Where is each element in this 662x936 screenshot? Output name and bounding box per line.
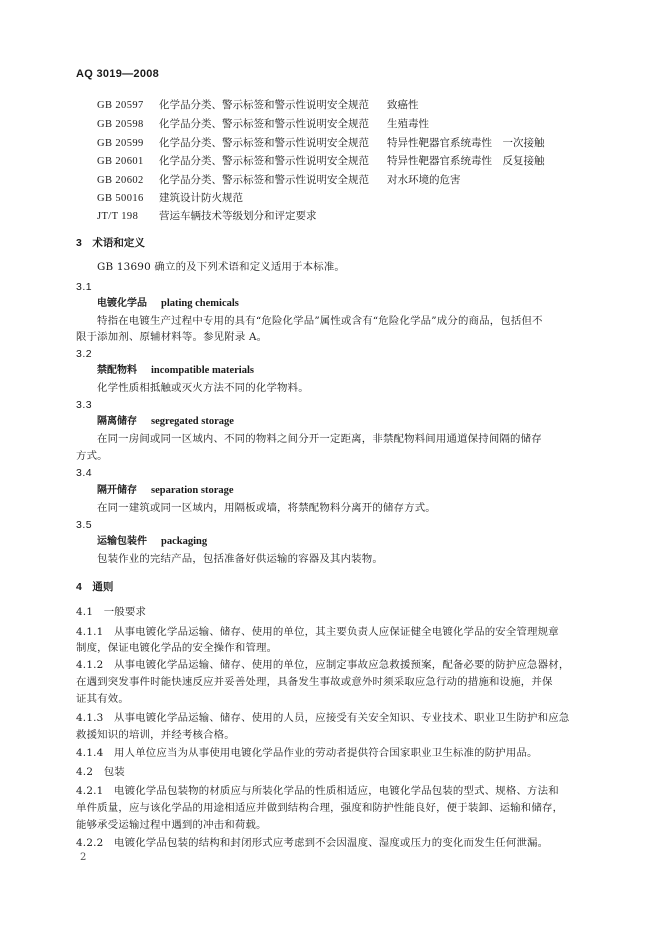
paragraph: 包装作业的完结产品，包括准备好供运输的容器及其内装物。 (97, 553, 383, 565)
paragraph: 4.2.2 电镀化学品包装的结构和封闭形式应考虑到不会因温度、湿度或压力的变化而发生任何泄漏。 (76, 837, 549, 849)
reference-item: GB 20598 化学品分类、警示标签和警示性说明安全规范 生殖毒性 (97, 118, 429, 130)
clause-number: 3.2 (76, 348, 93, 360)
paragraph: 4.1.1 从事电镀化学品运输、储存、使用的单位，其主要负责人应保证健全电镀化学品的安全管理规章 (76, 626, 559, 638)
reference-item: GB 20599 化学品分类、警示标签和警示性说明安全规范 特异性靶器官系统毒性 一次接触 (97, 137, 545, 149)
section-heading: 4 通则 (76, 581, 114, 593)
paragraph: 证其有效。 (76, 693, 129, 705)
standard-code-header: AQ 3019—2008 (76, 68, 160, 80)
reference-item: GB 20597 化学品分类、警示标签和警示性说明安全规范 致癌性 (97, 99, 419, 111)
clause-number: 3.5 (76, 519, 93, 531)
paragraph: 在同一房间或同一区域内、不同的物料之间分开一定距离，非禁配物料间用通道保持间隔的储存 (97, 433, 542, 445)
paragraph: 在同一建筑或同一区域内，用隔板或墙，将禁配物料分离开的储存方式。 (97, 502, 436, 514)
paragraph: 4.2.1 电镀化学品包装物的材质应与所装化学品的性质相适应，电镀化学品包装的型式、规格、方法和 (76, 785, 559, 797)
paragraph: 4.1.3 从事电镀化学品运输、储存、使用的人员，应接受有关安全知识、专业技术、职业卫生防护和应急 (76, 712, 570, 724)
reference-item: GB 50016 建筑设计防火规范 (97, 192, 243, 204)
term-heading: 运输包装件 packaging (97, 536, 208, 547)
term-heading: 隔离储存 segregated storage (97, 416, 234, 427)
paragraph: 4.1.4 用人单位应当为从事使用电镀化学品作业的劳动者提供符合国家职业卫生标准的防护用品。 (76, 747, 538, 759)
paragraph: 能够承受运输过程中遇到的冲击和荷载。 (76, 819, 267, 831)
paragraph: GB 13690 确立的及下列术语和定义适用于本标准。 (97, 261, 346, 273)
term-heading: 禁配物料 incompatible materials (97, 365, 254, 376)
clause-heading: 4.2 包装 (76, 766, 125, 778)
page-number: 2 (80, 852, 87, 863)
term-heading: 隔开储存 separation storage (97, 485, 234, 496)
paragraph: 单件质量，应与该化学品的用途相适应并做到结构合理，强度和防护性能良好，便于装卸、运输和储存， (76, 802, 564, 814)
clause-number: 3.3 (76, 399, 93, 411)
paragraph: 化学性质相抵触或灭火方法不同的化学物料。 (97, 382, 309, 394)
reference-item: JT/T 198 营运车辆技术等级划分和评定要求 (97, 210, 317, 222)
section-heading: 3 术语和定义 (76, 237, 145, 249)
paragraph: 方式。 (76, 450, 108, 462)
paragraph: 限于添加剂、原辅材料等。参见附录 A。 (76, 331, 268, 343)
clause-number: 3.4 (76, 467, 93, 479)
reference-item: GB 20601 化学品分类、警示标签和警示性说明安全规范 特异性靶器官系统毒性 反复接触 (97, 155, 545, 167)
clause-heading: 4.1 一般要求 (76, 606, 147, 618)
reference-item: GB 20602 化学品分类、警示标签和警示性说明安全规范 对水环境的危害 (97, 174, 461, 186)
paragraph: 在遇到突发事件时能快速反应并妥善处理，具备发生事故或意外时须采取应急行动的措施和设施，并保 (76, 676, 553, 688)
paragraph: 救援知识的培训，并经考核合格。 (76, 729, 235, 741)
paragraph: 4.1.2 从事电镀化学品运输、储存、使用的单位，应制定事故应急救援预案，配备必要的防护应急器材， (76, 659, 570, 671)
paragraph: 特指在电镀生产过程中专用的具有“危险化学品”属性或含有“危险化学品”成分的商品，包括但不 (97, 315, 543, 327)
term-heading: 电镀化学品 plating chemicals (97, 298, 239, 309)
paragraph: 制度，保证电镀化学品的安全操作和管理。 (76, 642, 278, 654)
clause-number: 3.1 (76, 281, 93, 293)
